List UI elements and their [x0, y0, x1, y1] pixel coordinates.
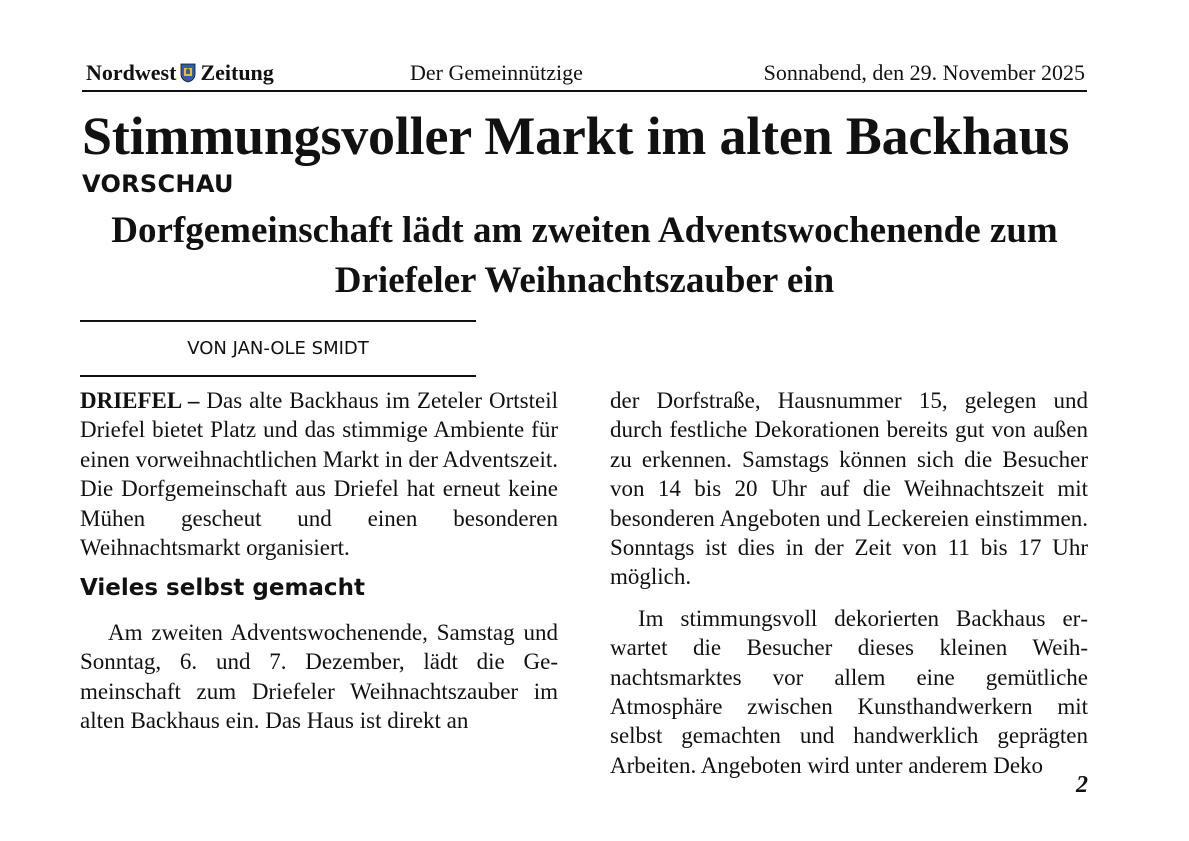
masthead: [82, 56, 1087, 92]
byline-text: VON JAN-OLE SMIDT: [187, 338, 369, 359]
article-column-right: [610, 386, 1088, 780]
kicker: VORSCHAU: [82, 170, 234, 198]
paragraph-2: Im stimmungsvoll dekorierten Backhaus erwartet die Besucher dieses kleinen Weihnachtsmarktes vor allem eine gemütliche Atmosphäre zwischen Kunsthandwerkern mit selbst gemachten und handwerklich geprägten Arbeiten. Angeboten wird unter anderem Deko: [610, 605, 1088, 778]
intro-paragraph: [80, 386, 558, 562]
paragraph-1-start: Am zweiten Adventswochenende, Samstag und Sonntag, 6. und 7. Dezember, lädt die Gemeinschaft zum Driefeler Weihnachtszauber im alten Backhaus ein. Das Haus ist direkt an: [80, 619, 558, 734]
crest-icon: [180, 63, 196, 83]
intro-text: Das alte Backhaus im Zeteler Ortsteil Driefel bietet Platz und das stimmige Ambiente für einen vorweihnachtlichen Markt in der Adventszeit. Die Dorfgemeinschaft aus Driefel hat erneut keine Mühen gescheut und einen besonderen Weihnachtsmarkt organisiert.: [80, 388, 558, 561]
newspaper-logo: [86, 60, 274, 86]
section-name: Der Gemeinnützige: [410, 60, 583, 85]
paragraph-1-end: der Dorfstraße, Hausnummer 15, gelegen und durch festliche Dekorationen bereits gut von außen zu erkennen. Samstags können sich die Besucher von 14 bis 20 Uhr auf die Weihnachtszeit mit besonderen Angeboten und Leckereien einstimmen. Sonntags ist dies in der Zeit von 11 bis 17 Uhr möglich.: [610, 388, 1088, 590]
page-number: 2: [1076, 772, 1088, 798]
dateline: DRIEFEL –: [80, 388, 200, 413]
issue-date: Sonnabend, den 29. November 2025: [763, 60, 1085, 85]
byline: [80, 320, 476, 377]
paper-name-part-1: Nordwest: [86, 60, 177, 85]
paper-name-part-2: Zeitung: [200, 60, 274, 85]
section-title: Vieles selbst gemacht: [80, 575, 365, 602]
subheadline: Dorfgemeinschaft lädt am zweiten Adventswochenende zum Driefeler Weihnachtszauber ein: [111, 210, 1058, 301]
headline: Stimmungsvoller Markt im alten Backhaus: [82, 106, 1070, 166]
article-column-left: [80, 386, 558, 735]
